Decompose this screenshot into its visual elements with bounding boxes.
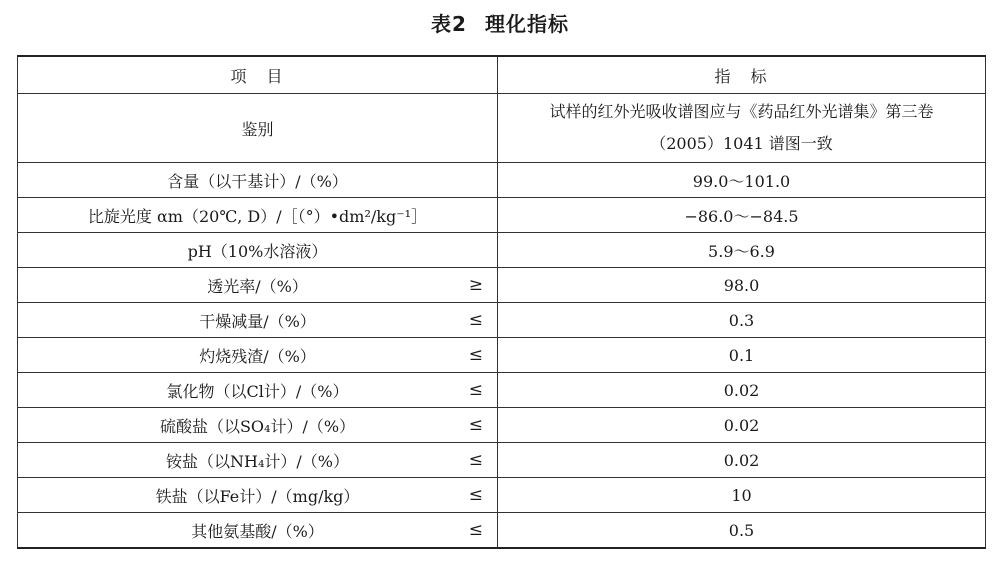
spec-line-1: 试样的红外光吸收谱图应与《药品红外光谱集》第三卷 (549, 102, 934, 121)
row-spec: 5.9～6.9 (498, 233, 986, 268)
spec-line-2: （2005）1041 谱图一致 (650, 134, 833, 153)
row-spec: 10 (498, 478, 986, 513)
table-row (18, 443, 986, 478)
table-row (18, 478, 986, 513)
relation-symbol: ≤ (468, 345, 483, 365)
row-item: 透光率/（%） ≥ (18, 268, 498, 303)
table-header-row (18, 56, 986, 94)
row-item: 含量（以干基计）/（%） (18, 163, 498, 198)
row-item: 其他氨基酸/（%） ≤ (18, 513, 498, 549)
table-caption: 理化指标 (484, 12, 569, 36)
table-row (18, 303, 986, 338)
table-row (18, 338, 986, 373)
row-spec: 0.1 (498, 338, 986, 373)
relation-symbol: ≥ (468, 275, 483, 295)
table-row (18, 163, 986, 198)
header-spec: 指 标 (498, 56, 986, 94)
row-item: 硫酸盐（以SO₄计）/（%） ≤ (18, 408, 498, 443)
spec-table (17, 55, 986, 549)
row-item: 氯化物（以Cl计）/（%） ≤ (18, 373, 498, 408)
relation-symbol: ≤ (468, 310, 483, 330)
table-row (18, 513, 986, 549)
table-row (18, 373, 986, 408)
row-item: 灼烧残渣/（%） ≤ (18, 338, 498, 373)
table-title (0, 8, 1000, 37)
row-spec: 98.0 (498, 268, 986, 303)
row-item: 铁盐（以Fe计）/（mg/kg） ≤ (18, 478, 498, 513)
row-item: 铵盐（以NH₄计）/（%） ≤ (18, 443, 498, 478)
header-item: 项 目 (18, 56, 498, 94)
relation-symbol: ≤ (468, 415, 483, 435)
row-spec: 0.02 (498, 443, 986, 478)
row-item: 鉴别 (18, 94, 498, 163)
table-row (18, 268, 986, 303)
table-row (18, 408, 986, 443)
table-row (18, 233, 986, 268)
row-item: 比旋光度 αm（20℃, D）/［（°）•dm²/kg⁻¹］ (18, 198, 498, 233)
row-spec: −86.0～−84.5 (498, 198, 986, 233)
table-row (18, 198, 986, 233)
row-item: 干燥减量/（%） ≤ (18, 303, 498, 338)
row-item: pH（10%水溶液） (18, 233, 498, 268)
row-spec: 0.02 (498, 408, 986, 443)
row-spec: 99.0～101.0 (498, 163, 986, 198)
row-spec: 0.02 (498, 373, 986, 408)
row-spec: 0.5 (498, 513, 986, 549)
relation-symbol: ≤ (468, 520, 483, 540)
table-row (18, 94, 986, 163)
relation-symbol: ≤ (468, 450, 483, 470)
relation-symbol: ≤ (468, 380, 483, 400)
table-number: 表2 (431, 12, 467, 36)
row-spec: 0.3 (498, 303, 986, 338)
row-spec (498, 94, 986, 163)
relation-symbol: ≤ (468, 485, 483, 505)
